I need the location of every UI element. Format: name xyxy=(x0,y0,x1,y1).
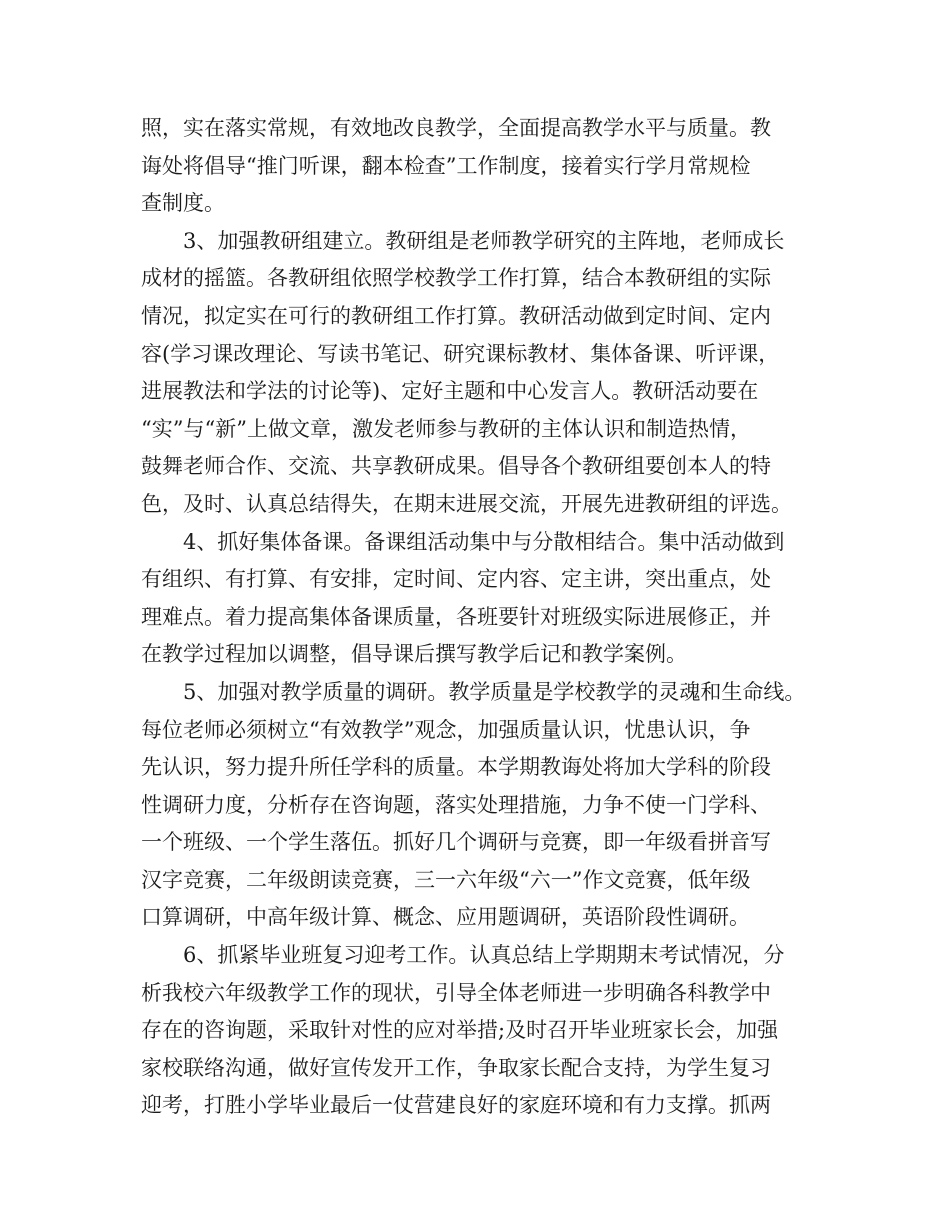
text-line: 理难点。着力提高集体备课质量，各班要针对班级实际进展修正，并 xyxy=(141,604,771,629)
text-line: 容(学习课改理论、写读书笔记、研究课标教材、集体备课、听评课， xyxy=(141,341,780,366)
paragraph-first-line: 3、加强教研组建立。教研组是老师教学研究的主阵地，老师成长 xyxy=(183,228,785,253)
paragraph-first-line: 6、抓紧毕业班复习迎考工作。认真总结上学期期末考试情况，分 xyxy=(183,943,785,968)
text-line: 照，实在落实常规，有效地改良教学，全面提高教学水平与质量。教 xyxy=(141,116,771,140)
text-line: 家校联络沟通，做好宣传发开工作，争取家长配合支持，为学生复习 xyxy=(141,1055,771,1080)
text-line: 诲处将倡导“推门听课，翻本检查”工作制度，接着实行学月常规检 xyxy=(141,153,751,178)
text-line: 一个班级、一个学生落伍。抓好几个调研与竞赛，即一年级看拼音写 xyxy=(141,830,771,855)
text-line: 色，及时、认真总结得失，在期末进展交流，开展先进教研组的评选。 xyxy=(141,491,792,516)
text-line: 查制度。 xyxy=(141,191,225,216)
text-line: “实”与“新”上做文章，激发老师参与教研的主体认识和制造热情， xyxy=(141,416,751,441)
text-line: 析我校六年级教学工作的现状，引导全体老师进一步明确各科教学中 xyxy=(141,980,771,1005)
text-line: 情况，拟定实在可行的教研组工作打算。教研活动做到定时间、定内 xyxy=(141,303,771,328)
paragraph-first-line: 4、抓好集体备课。备课组活动集中与分散相结合。集中活动做到 xyxy=(183,529,785,554)
text-line: 有组织、有打算、有安排，定时间、定内容、定主讲，突出重点，处 xyxy=(141,567,771,592)
document-body xyxy=(141,110,821,1125)
text-line: 先认识，努力提升所任学科的质量。本学期教诲处将加大学科的阶段 xyxy=(141,755,771,780)
text-line: 在教学过程加以调整，倡导课后撰写教学后记和教学案例。 xyxy=(141,642,687,667)
text-line: 成材的摇篮。各教研组依照学校教学工作打算，结合本教研组的实际 xyxy=(141,266,771,291)
text-line: 鼓舞老师合作、交流、共享教研成果。倡导各个教研组要创本人的特 xyxy=(141,454,771,479)
text-line: 性调研力度，分析存在咨询题，落实处理措施，力争不使一门学科、 xyxy=(141,792,771,817)
text-line: 迎考，打胜小学毕业最后一仗营建良好的家庭环境和有力支撑。抓两 xyxy=(141,1093,771,1118)
text-line: 每位老师必须树立“有效教学”观念，加强质量认识，忧患认识，争 xyxy=(141,717,751,742)
text-line: 存在的咨询题，采取针对性的应对举措;及时召开毕业班家长会，加强 xyxy=(141,1018,779,1043)
text-line: 口算调研，中高年级计算、概念、应用题调研，英语阶段性调研。 xyxy=(141,905,750,930)
paragraph-first-line: 5、加强对教学质量的调研。教学质量是学校教学的灵魂和生命线。 xyxy=(183,679,806,704)
text-line: 汉字竞赛，二年级朗读竞赛，三一六年级“六一”作文竞赛，低年级 xyxy=(141,867,751,892)
text-line: 进展教法和学法的讨论等)、定好主题和中心发言人。教研活动要在 xyxy=(141,379,759,404)
